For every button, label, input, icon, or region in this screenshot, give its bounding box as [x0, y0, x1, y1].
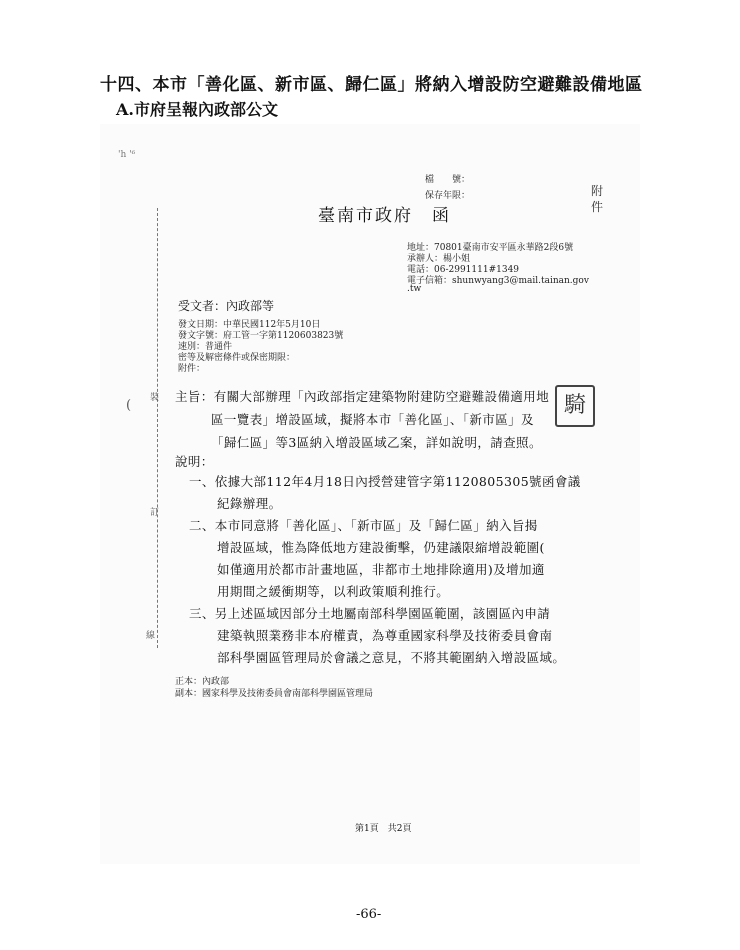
item-2-line-2: 增設區域，惟為降低地方建設衝擊，仍建議限縮增設範圍( — [217, 540, 545, 555]
document-page-footer: 第1頁 共2頁 — [355, 824, 412, 834]
binding-line — [157, 208, 158, 648]
retention-period: 保存年限： — [425, 191, 471, 201]
item-2-line-4: 用期間之緩衝期等，以利政策順利推行。 — [217, 584, 450, 599]
email-line-1: 電子信箱：shunwyang3@mail.tainan.gov — [407, 276, 589, 286]
file-number: 檔 號： — [425, 175, 471, 185]
section-heading: 十四、本市「善化區、新市區、歸仁區」將納入增設防空避難設備地區 — [100, 75, 643, 95]
item-1-line-2: 紀錄辦理。 — [217, 496, 282, 511]
binding-char-3: 線 — [146, 631, 156, 641]
security-level: 密等及解密條件或保密期限： — [178, 353, 296, 363]
email-line-2: .tw — [407, 284, 422, 294]
item-1-line-1: 一、依據大部112年4月18日內授營建管字第1120805305號函會議 — [189, 474, 581, 489]
explanation-label: 說明： — [175, 454, 214, 469]
binding-char-2: 訂 — [150, 508, 160, 518]
main-copy: 正本：內政部 — [175, 677, 230, 687]
scanned-document — [100, 124, 640, 864]
subject-line-3: 「歸仁區」等3區納入增設區域乙案，詳如說明，請查照。 — [211, 435, 542, 450]
margin-paren: ( — [126, 398, 132, 413]
contact-person: 承辦人：楊小姐 — [407, 254, 471, 264]
recipient: 受文者：內政部等 — [178, 299, 275, 313]
attachment-mark: 附件 — [591, 184, 604, 214]
item-3-line-2: 建築執照業務非本府權責，為尊重國家科學及技術委員會南 — [217, 628, 553, 643]
section-subheading: A.市府呈報內政部公文 — [116, 100, 278, 119]
scan-mark: 'h '⁶ — [118, 150, 136, 160]
seal-stamp: 騎 — [555, 385, 595, 427]
item-2-line-1: 二、本市同意將「善化區」、「新市區」及「歸仁區」納入旨揭 — [189, 518, 538, 533]
subject-line-1: 主旨：有關大部辦理「內政部指定建築物附建防空避難設備適用地 — [175, 389, 550, 404]
document-title: 臺南市政府 函 — [318, 206, 451, 226]
item-2-line-3: 如僅適用於都市計畫地區，非都市土地排除適用)及增加適 — [217, 562, 545, 577]
subject-line-2: 區一覽表」增設區域，擬將本市「善化區」、「新市區」及 — [211, 412, 534, 427]
speed-class: 速別：普通件 — [178, 342, 233, 352]
page-number: -66- — [356, 907, 382, 922]
send-number: 發文字號：府工管一字第1120603823號 — [178, 331, 344, 341]
item-3-line-3: 部科學園區管理局於會議之意見，不將其範圍納入增設區域。 — [217, 650, 566, 665]
binding-char-1: 裝 — [150, 393, 160, 403]
send-date: 發文日期：中華民國112年5月10日 — [178, 320, 321, 330]
phone: 電話：06-2991111#1349 — [407, 265, 520, 275]
item-3-line-1: 三、另上述區域因部分土地屬南部科學園區範圍，該園區內申請 — [189, 606, 551, 621]
carbon-copy: 副本：國家科學及技術委員會南部科學園區管理局 — [175, 689, 374, 699]
attachments-field: 附件： — [178, 364, 206, 374]
address: 地址：70801臺南市安平區永華路2段6號 — [407, 243, 574, 253]
